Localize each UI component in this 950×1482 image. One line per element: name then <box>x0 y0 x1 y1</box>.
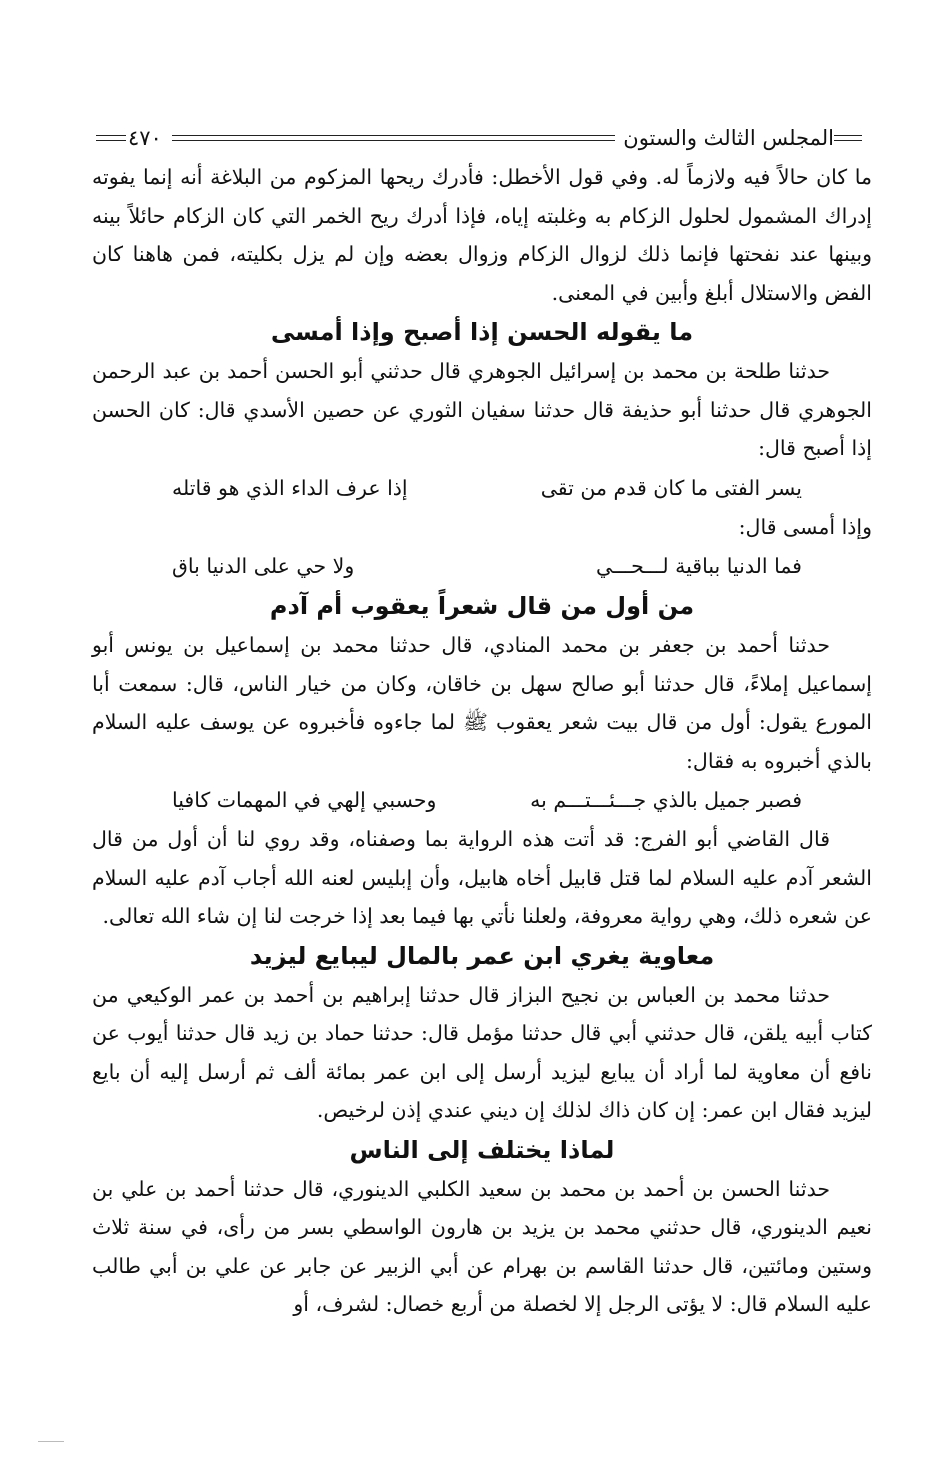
chapter-title: المجلس الثالث والستون <box>623 126 834 150</box>
page-body <box>92 118 872 1324</box>
body-paragraph: حدثنا الحسن بن أحمد بن محمد بن سعيد الكلبي الدينوري، قال حدثنا أحمد بن علي بن نعيم الدينوري، قال حدثني محمد بن يزيد بن هارون الواسطي بسر من رأى، في سنة ثلاث وستين ومائتين، قال حدثنا القاسم بن بهرام عن أبي الزبير عن جابر عن علي بن أبي طالب عليه السلام قال: لا يؤتى الرجل إلا لخصلة من أربع خصال: لشرف، أو <box>92 1176 872 1316</box>
body-paragraph: حدثنا طلحة بن محمد بن إسرائيل الجوهري قال حدثني أبو الحسن أحمد بن عبد الرحمن الجوهري قال حدثنا أبو حذيفة قال حدثنا سفيان الثوري عن حصين الأسدي قال: كان الحسن إذا أصبح قال: <box>92 359 872 460</box>
verse-second-hemistich: وحسبي إلهي في المهمات كافيا <box>172 788 437 812</box>
poem-verse <box>92 546 872 586</box>
verse-first-hemistich: فصبر جميل بالذي جـــئـــتـــم به <box>530 788 802 812</box>
header-rule-middle <box>172 135 615 141</box>
section-heading: من أول من قال شعراً يعقوب أم آدم <box>269 592 695 620</box>
text-content <box>92 158 872 1324</box>
header-rule-left <box>96 135 126 141</box>
verse-first-hemistich: فما الدنيا بباقية لـــحـــي <box>595 554 802 578</box>
section-heading: ما يقوله الحسن إذا أصبح وإذا أمسى <box>270 318 694 346</box>
verse-second-hemistich: ولا حي على الدنيا باق <box>172 554 355 578</box>
body-paragraph: حدثنا أحمد بن جعفر بن محمد المنادي، قال حدثنا محمد بن إسماعيل بن يونس أبو إسماعيل إملاءً، قال حدثنا أبو صالح سهل بن خاقان، وكان من خيار الناس، قال: سمعت أبا المورع يقول: أول من قال بيت شعر يعقوب ﷺ لما جاءوه فأخبروه عن يوسف عليه السلام بالذي أخبروه به فقال: <box>92 633 872 773</box>
header-rule-right <box>834 135 862 141</box>
poem-verse <box>92 780 872 820</box>
body-paragraph: قال القاضي أبو الفرج: قد أتت هذه الرواية بما وصفناه، وقد روي لنا أن أول من قال الشعر آدم عليه السلام لما قتل قابيل أخاه هابيل، وأن إبليس لعنه الله أجاب آدم عليه السلام عن شعره ذلك، وهي رواية معروفة، ولعلنا نأتي بها فيما بعد إذا خرجت لنا إن شاء الله تعالى. <box>92 827 872 928</box>
poem-verse <box>92 468 872 508</box>
body-paragraph: ما كان حالاً فيه ولازماً له. وفي قول الأخطل: فأدرك ريحها المزكوم من البلاغة أنه إنما يفوته إدراك المشمول لحلول الزكام به وغلبته إياه، فإذا أدرك ريح الخمر التي كان الزكام حائلاً بينه وبينها عند نفحتها فإنما ذلك لزوال الزكام وزوال بعضه وإن لم يزل بكليته، فمن هاهنا كان الفض والاستلال أبلغ وأبين في المعنى. <box>92 165 872 305</box>
scan-mark <box>38 1441 64 1442</box>
verse-second-hemistich: إذا عرف الداء الذي هو قاتله <box>172 475 408 500</box>
section-heading: لماذا يختلف إلى الناس <box>349 1135 615 1164</box>
body-paragraph: وإذا أمسى قال: <box>738 514 872 539</box>
verse-first-hemistich: يسر الفتى ما كان قدم من تقى <box>540 475 802 500</box>
page-number: ٤٧٠ <box>128 126 162 150</box>
section-heading: معاوية يغري ابن عمر بالمال ليبايع ليزيد <box>249 941 715 970</box>
page-header <box>92 118 872 158</box>
body-paragraph: حدثنا محمد بن العباس بن نجيح البزاز قال حدثنا إبراهيم بن أحمد بن عمر الوكيعي من كتاب أبيه يلقن، قال حدثني أبي قال حدثنا مؤمل قال: حدثنا حماد بن زيد قال حدثنا أيوب عن نافع أن معاوية لما أراد أن يبايع ليزيد أرسل إلى ابن عمر بمائة ألف ثم أرسل إليه أن بايع ليزيد فقال ابن عمر: إن كان ذاك لذلك إن ديني عندي إذن لرخيص. <box>92 982 872 1122</box>
